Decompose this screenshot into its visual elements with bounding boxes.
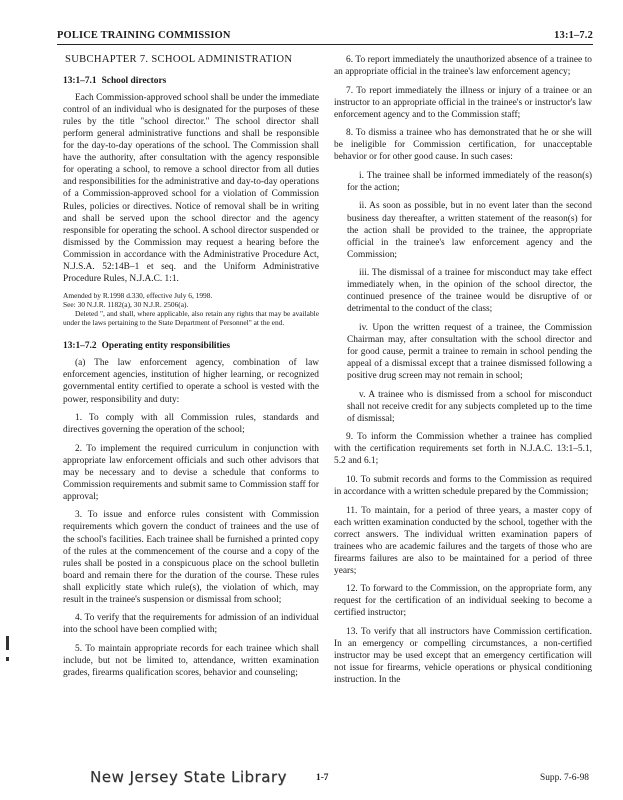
- list-item: 10. To submit records and forms to the Commission as required in accordance with a written schedule prepared by the Commission;: [334, 474, 592, 497]
- header-title: POLICE TRAINING COMMISSION: [57, 30, 231, 41]
- history-line: See: 30 N.J.R. 1182(a), 30 N.J.R. 2506(a).: [63, 300, 189, 310]
- section-title: School directors: [101, 76, 167, 87]
- list-item: 7. To report immediately the illness or injury of a trainee or an instructor to an appropriate official in the trainee's or instructor's law enforcement agency and to the Commission staff;: [334, 85, 592, 120]
- list-item: 6. To report immediately the unauthorized absence of a trainee to an appropriate official in the trainee's law enforcement agency;: [334, 55, 592, 78]
- list-item: 9. To inform the Commission whether a trainee has complied with the certification requirements set forth in N.J.A.C. 13:1–5.1, 5.2 and 6.1;: [334, 432, 592, 467]
- margin-mark: [6, 636, 9, 650]
- list-item: 4. To verify that the requirements for admission of an individual into the school have been complied with;: [63, 613, 319, 636]
- sub-list-item: iii. The dismissal of a trainee for misconduct may take effect immediately when, in the opinion of the school director, the continued presence of the trainee would be disruptive of or detrimental to the conduct of the class;: [347, 268, 592, 315]
- sub-list-item: v. A trainee who is dismissed from a school for misconduct shall not receive credit for any subjects completed up to the time of dismissal;: [347, 389, 592, 424]
- section-heading-7-1: [63, 75, 319, 87]
- left-column: [63, 54, 319, 686]
- running-header: [57, 30, 593, 44]
- sub-list-item: i. The trainee shall be informed immediately of the reason(s) for the action;: [347, 170, 592, 193]
- sub-list-item: iv. Upon the written request of a trainee, the Commission Chairman may, after consultation with the school director and for good cause, permit a trainee to remain in school pending the appeal of a dismissal except that a trainee dismissed following a positive drug screen may not remain in school;: [347, 322, 592, 382]
- section-number: 13:1–7.1: [63, 76, 97, 87]
- list-item: 3. To issue and enforce rules consistent with Commission requirements which govern the conduct of trainees and the use of the school's facilities. Each trainee shall be furnished a printed copy of the rules at the commencement of the course and a copy of the rules shall be posted in a conspicuous place on the school bulletin board and remain there for the duration of the course. These rules shall explicitly state which rule(s), the violation of which, may result in the trainee's suspension or dismissal from school;: [63, 510, 319, 605]
- right-column: [334, 54, 592, 693]
- list-item: 1. To comply with all Commission rules, standards and directives governing the operation of the school;: [63, 413, 319, 436]
- section-heading-7-2: [63, 340, 319, 352]
- supplement-date: Supp. 7-6-98: [540, 773, 589, 783]
- list-item: 13. To verify that all instructors have Commission certification. In an emergency or compelling circumstances, a non-certified instructor may be used except that an emergency certification will not issue for firearms, vehicle operations or physical conditioning instruction. In the: [334, 626, 592, 686]
- history-line: Amended by R.1998 d.330, effective July 6, 1998.: [63, 291, 213, 301]
- list-item: 8. To dismiss a trainee who has demonstrated that he or she will be ineligible for Commission certification, for unacceptable behavior or for other good cause. In such cases:: [334, 128, 592, 163]
- history-line: Deleted ", and shall, where applicable, also retain any rights that may be available under the laws pertaining to the State Department of Personnel" at the end.: [63, 309, 319, 328]
- page-number: 1-7: [316, 773, 329, 783]
- history-note: [63, 291, 319, 327]
- section-intro-7-2: (a) The law enforcement agency, combination of law enforcement agencies, institution of higher learning, or recognized governmental entity certified to operate a school is vested with the power, responsibility and duty:: [63, 358, 319, 405]
- section-body-7-1: Each Commission-approved school shall be under the immediate control of an individual who is designated for the purposes of these rules by the title "school director." The school director shall perform general administrative functions and shall be responsible for the day-to-day operations of the school. The Commission shall have the authority, after consultation with the agency responsible for operating a school, to remove a school director from all duties and responsibilities for the administrative and day-to-day operations of a Commission-approved school for a violation of Commission Rules, policies or directives. Notice of removal shall be in writing and shall be served upon the school director and the agency responsible for operating the school. A school director suspended or dismissed by the Commission may request a hearing before the Commission in accordance with the Administrative Procedure Act, N.J.S.A. 52:14B–1 et seq. and the Uniform Administrative Procedure Rules, N.J.A.C. 1:1.: [63, 93, 319, 284]
- header-section-number: 13:1–7.2: [554, 30, 593, 41]
- list-item: 12. To forward to the Commission, on the appropriate form, any request for the certification of an individual seeking to become a certified instructor;: [334, 584, 592, 619]
- section-number: 13:1–7.2: [63, 341, 97, 352]
- chapter-heading: SUBCHAPTER 7. SCHOOL ADMINISTRATION: [65, 54, 293, 65]
- sub-list-item: ii. As soon as possible, but in no event later than the second business day thereafter, a written statement of the reason(s) for the action shall be provided to the trainee, the appropriate official in the trainee's law enforcement agency and the Commission;: [347, 201, 592, 260]
- list-item: 11. To maintain, for a period of three years, a master copy of each written examination conducted by the school, together with the correct answers. The individual written examination papers of trainees who are academic failures and the targets of those who are firearms failures are also to be maintained for a period of three years;: [334, 505, 592, 576]
- library-stamp: New Jersey State Library: [90, 768, 287, 786]
- header-rule: [57, 44, 593, 45]
- list-item: 2. To implement the required curriculum in conjunction with appropriate law enforcement officials and such other advisors that may be necessary and to devise a schedule that conforms to Commission requirements and submit same to Commission staff for approval;: [63, 443, 319, 502]
- section-title: Operating entity responsibilities: [101, 341, 231, 352]
- margin-mark: [6, 657, 9, 661]
- list-item: 5. To maintain appropriate records for each trainee which shall include, but not be limited to, attendance, written examination grades, firearms qualification scores, behavior and counseling;: [63, 643, 319, 678]
